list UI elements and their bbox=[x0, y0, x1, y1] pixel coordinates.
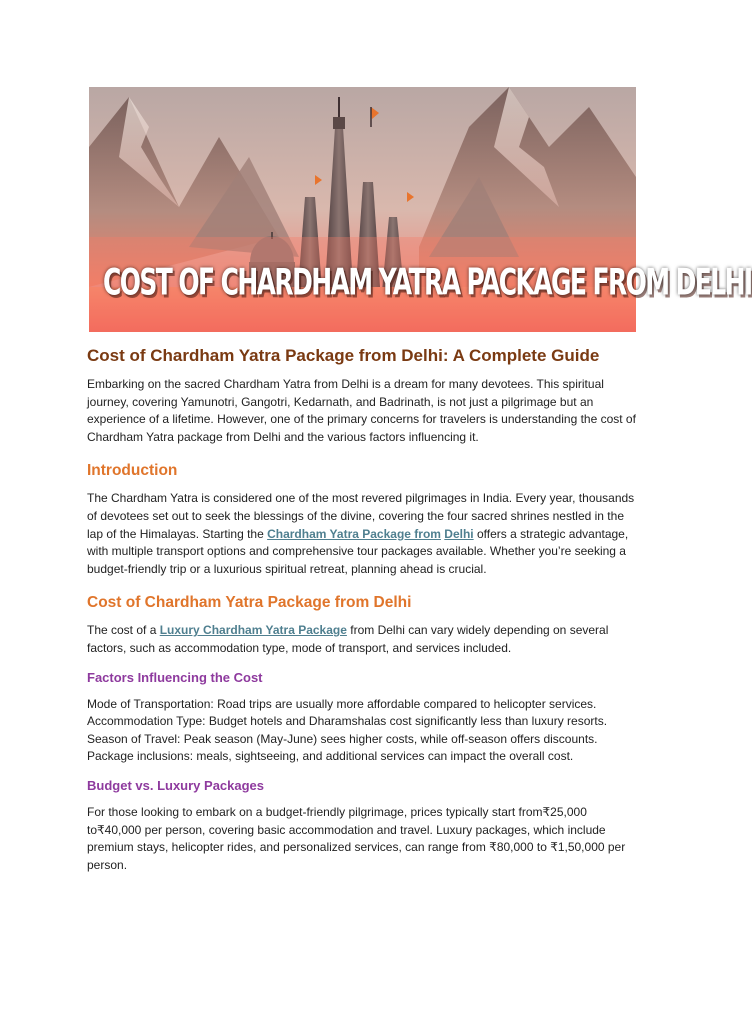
factors-list bbox=[87, 696, 639, 766]
delhi-link[interactable]: Delhi bbox=[444, 526, 474, 541]
budget-luxury-paragraph: For those looking to embark on a budget-friendly pilgrimage, prices typically start from₹25,000 to₹40,000 per person, covering basic accommodation and travel. Luxury packages, which include premium stays, helicopter rides, and personalized services, can range from ₹80,000 to ₹1,50,000 per person. bbox=[87, 804, 626, 872]
introduction-heading: Introduction bbox=[87, 462, 178, 480]
factors-heading: Factors Influencing the Cost bbox=[87, 669, 263, 685]
factor-line: Season of Travel: Peak season (May-June) sees higher costs, while off-season offers discounts. bbox=[87, 731, 598, 746]
banner-image bbox=[89, 87, 752, 332]
introduction-paragraph: The Chardham Yatra is considered one of the most revered pilgrimages in India. Every year, thousands of devotees set out to seek the blessings of the divine, covering the four sacred shrines nestled in the lap of the Himalayas. Starting the Chardham Yatra Package from Delhi offers a strategic advantage, with multiple transport options and comprehensive tour packages available. Whether you’re seeking a budget-friendly trip or a luxurious spiritual retreat, planning ahead is crucial. bbox=[87, 491, 635, 576]
luxury-package-link[interactable]: Luxury Chardham Yatra Package bbox=[159, 623, 347, 638]
cost-section-paragraph: The cost of a Luxury Chardham Yatra Package from Delhi can vary widely depending on several factors, such as accommodation type, mode of transport, and services included. bbox=[87, 623, 609, 655]
banner-title-text: COST OF CHARDHAM YATRA PACKAGE FROM DELHI bbox=[103, 261, 752, 304]
chardham-package-link[interactable]: Chardham Yatra Package from bbox=[267, 526, 441, 541]
factor-line: Accommodation Type: Budget hotels and Dharamshalas cost significantly less than luxury resorts. bbox=[87, 714, 608, 729]
article bbox=[87, 344, 639, 880]
factor-line: Package inclusions: meals, sightseeing, and additional services can impact the overall cost. bbox=[87, 749, 574, 764]
factor-line: Mode of Transportation: Road trips are usually more affordable compared to helicopter services. bbox=[87, 696, 597, 711]
article-title: Cost of Chardham Yatra Package from Delhi: A Complete Guide bbox=[87, 346, 600, 365]
budget-luxury-heading: Budget vs. Luxury Packages bbox=[87, 777, 265, 793]
intro-paragraph: Embarking on the sacred Chardham Yatra from Delhi is a dream for many devotees. This spiritual journey, covering Yamunotri, Gangotri, Kedarnath, and Badrinath, is not just a pilgrimage but an experience of a lifetime. However, one of the primary concerns for travelers is understanding the cost of Chardham Yatra package from Delhi and the various factors influencing it. bbox=[87, 377, 636, 444]
cost-section-heading: Cost of Chardham Yatra Package from Delhi bbox=[87, 594, 412, 612]
